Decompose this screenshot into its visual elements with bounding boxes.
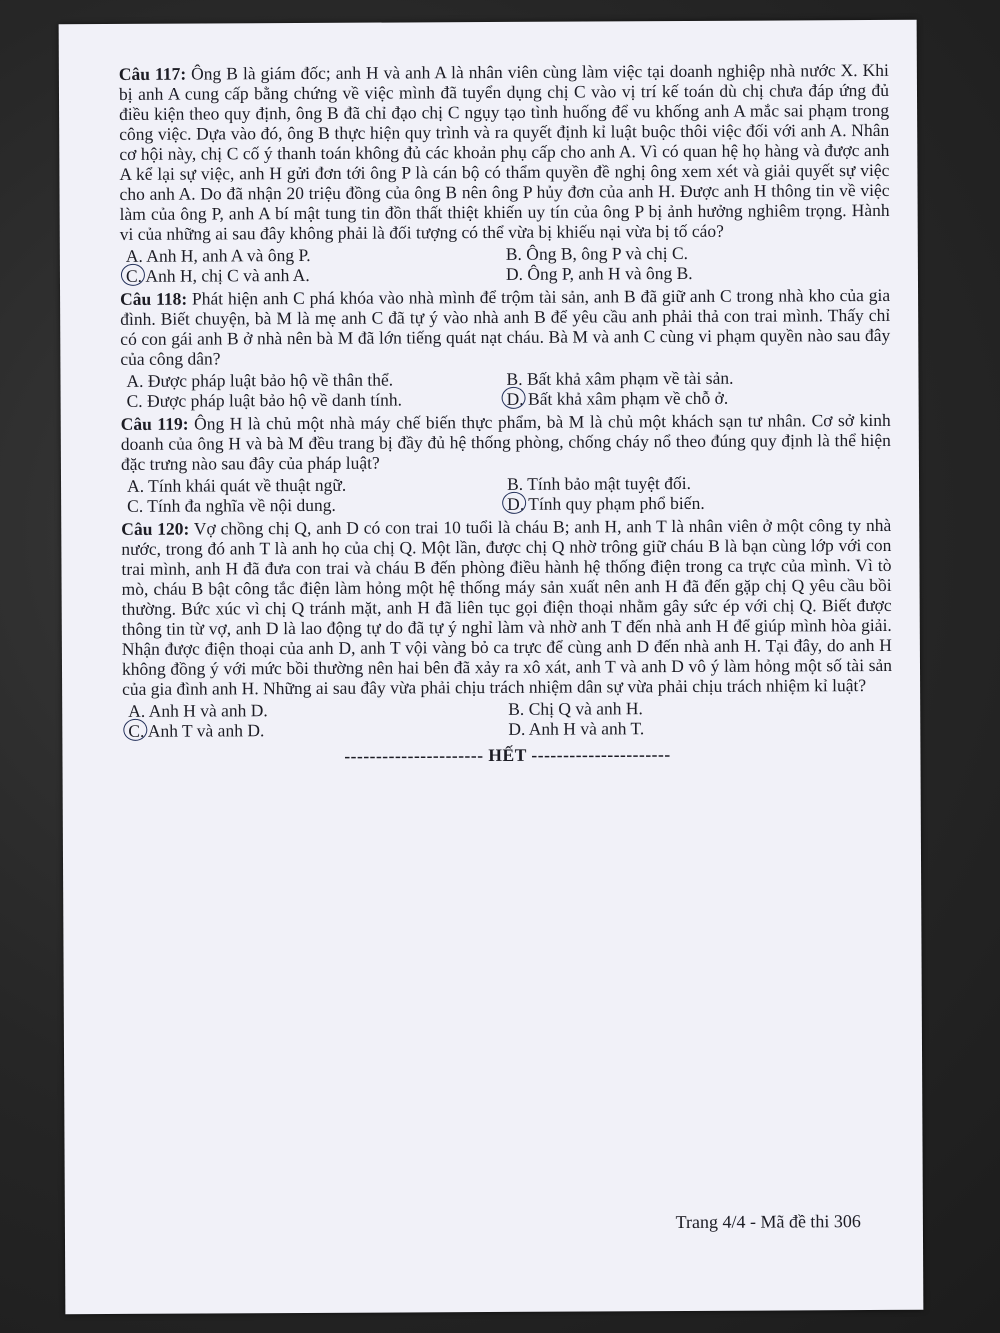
option-text: Anh T và anh D. xyxy=(147,720,265,741)
question-text: Vợ chồng chị Q, anh D có con trai 10 tuổi là cháu B; anh H, anh T là nhân viên ở một công ty nhà nước, trong đó anh T là anh họ của chị Q. Một lần, được chị Q nhờ trông giữ cháu B là bạn cùng lớp với con trai mình, anh H đã đưa con trai và cháu B đến phòng điều hành hệ thống điện trong ca trực của mình. Vì tò mò, cháu B bật công tắc điện làm hỏng một hệ thống máy sản xuất nên anh H đã đến gặp chị Q yêu cầu bồi thường. Bức xúc vì chị Q tránh mặt, anh H đã liên tục gọi điện thoại nhằm gây sức ép với chị Q. Biết được thông tin từ vợ, anh D là lao động tự do đã tự ý nghỉ làm và nhờ anh T đến nhà anh H để giúp mình hòa giải. Nhận được điện thoại của anh D, anh T vội vàng bỏ ca trực để cùng anh D đến nhà anh H. Tại đây, do anh H không đồng ý với mức bồi thường nên hai bên đã xảy ra xô xát, anh T và anh D vô ý làm hỏng một số tài sản của gia đình anh H. Những ai sau đây vừa phải chịu trách nhiệm dân sự vừa phải chịu trách nhiệm kỉ luật? xyxy=(121,514,893,699)
question-text: Phát hiện anh C phá khóa vào nhà mình để trộm tài sản, anh B đã giữ anh C trong nhà kho của gia đình. Biết chuyện, bà M là mẹ anh C đã tự ý vào nhà anh B để yêu cầu anh phải thả con trai mình. Thấy chỉ có con gái anh B ở nhà nên bà M đã lớn tiếng quát nạt cháu. Bà M và anh C cùng vi phạm quyền nào sau đây của công dân? xyxy=(120,284,891,369)
option-text: Được pháp luật bảo hộ về thân thể. xyxy=(147,369,394,391)
options-120 xyxy=(122,697,892,741)
question-118 xyxy=(120,285,890,369)
option-text: Chị Q và anh H. xyxy=(528,698,643,719)
question-text: Ông H là chủ một nhà máy chế biến thực phẩm, bà M là chủ một khách sạn tư nhân. Cơ sở kinh doanh của ông H và bà M đều trang bị đầy đủ hệ thống phòng, chống cháy nổ theo đúng quy định là thể hiện đặc trưng nào sau đây của pháp luật? xyxy=(120,409,891,474)
option-letter: B. xyxy=(508,698,525,719)
option-b xyxy=(502,697,892,719)
option-letter: D. xyxy=(505,263,524,284)
option-c xyxy=(122,719,502,741)
question-117 xyxy=(119,60,890,244)
option-letter: A. xyxy=(128,700,146,721)
option-text: Tính khái quát về thuật ngữ. xyxy=(148,474,347,496)
option-text: Anh H, chị C và anh A. xyxy=(145,264,310,286)
question-text: Ông B là giám đốc; anh H và anh A là nhân viên cùng làm việc tại doanh nghiệp nhà nước X. Khi bị anh A cung cấp bằng chứng về việc mình đã tuyển dụng chị C vào vị trí kế toán dù chị chưa đáp ứng đủ điều kiện theo quy định, ông B đã chỉ đạo chị C ngụy tạo tình huống để vu khống anh A mắc sai phạm trong công việc. Dựa vào đó, ông B thực hiện quy trình và ra quyết định kỉ luật buộc thôi việc đối với anh A. Nhân cơ hội này, chị C cố ý thanh toán không đủ các khoản phụ cấp cho anh A. Vì có quan hệ họ hàng và được anh A kể lại sự việc, anh H gửi đơn tới ông P là cán bộ có thẩm quyền đề nghị ông xem xét và giải quyết sự việc cho anh A. Do đã nhận 20 triệu đồng của ông B nên ông P hủy đơn của anh H. Được anh H thông tin về việc làm của ông P, anh A bí mật tung tin đồn thất thiệt khiến uy tín của ông P bị ảnh hưởng nghiêm trọng. Hành vi của những ai sau đây không phải là đối tượng có thể vừa bị khiếu nại vừa bị tố cáo? xyxy=(118,59,890,244)
question-120 xyxy=(121,515,892,699)
option-letter: B. xyxy=(505,243,522,264)
exam-content xyxy=(119,60,893,767)
option-c xyxy=(120,264,500,286)
option-b xyxy=(500,367,890,389)
option-text: Ông P, anh H và ông B. xyxy=(527,262,693,284)
option-letter: A. xyxy=(125,245,143,266)
circled-answer-letter: D. xyxy=(506,388,524,409)
option-a xyxy=(122,699,502,721)
option-text: Tính đa nghĩa về nội dung. xyxy=(147,494,336,516)
option-d xyxy=(500,262,890,284)
question-label: Câu 120: xyxy=(121,518,190,539)
option-letter: A. xyxy=(126,475,145,496)
end-marker: ---------------------- HẾT ---------------------- xyxy=(344,744,671,766)
option-letter: B. xyxy=(506,368,523,389)
page-footer: Trang 4/4 - Mã đề thi 306 xyxy=(675,1211,861,1233)
option-text: Tính quy phạm phổ biến. xyxy=(528,492,705,514)
option-text: Ông B, ông P và chị C. xyxy=(526,242,689,264)
option-b xyxy=(501,472,891,494)
option-b xyxy=(500,242,890,264)
option-c xyxy=(121,389,501,411)
option-text: Anh H và anh T. xyxy=(528,718,645,739)
option-letter: B. xyxy=(506,473,524,494)
circled-answer-letter: D. xyxy=(507,493,525,514)
question-label: Câu 119: xyxy=(120,413,189,434)
option-d xyxy=(502,717,892,739)
option-letter: C. xyxy=(127,495,144,516)
circled-answer-letter: C. xyxy=(125,265,143,286)
exam-sheet xyxy=(59,20,924,1314)
option-text: Bất khả xâm phạm về chỗ ở. xyxy=(527,387,729,409)
option-a xyxy=(120,244,500,266)
option-text: Bất khả xâm phạm về tài sản. xyxy=(526,367,734,389)
option-text: Được pháp luật bảo hộ về danh tính. xyxy=(146,389,403,411)
options-117 xyxy=(120,242,890,286)
option-a xyxy=(120,369,500,391)
options-119 xyxy=(121,472,891,516)
option-a xyxy=(121,474,501,496)
option-letter: A. xyxy=(126,370,144,391)
option-text: Anh H, anh A và ông P. xyxy=(146,244,311,266)
question-label: Câu 117: xyxy=(118,63,187,84)
option-c xyxy=(121,494,501,516)
question-label: Câu 118: xyxy=(120,288,188,309)
question-119 xyxy=(121,410,891,474)
options-118 xyxy=(120,367,890,411)
option-d xyxy=(501,387,891,409)
option-letter: D. xyxy=(508,718,526,739)
option-text: Anh H và anh D. xyxy=(148,700,268,721)
option-text: Tính bảo mật tuyệt đối. xyxy=(527,472,692,494)
circled-answer-letter: C. xyxy=(128,720,145,741)
option-letter: C. xyxy=(126,390,143,411)
option-d xyxy=(501,492,891,514)
